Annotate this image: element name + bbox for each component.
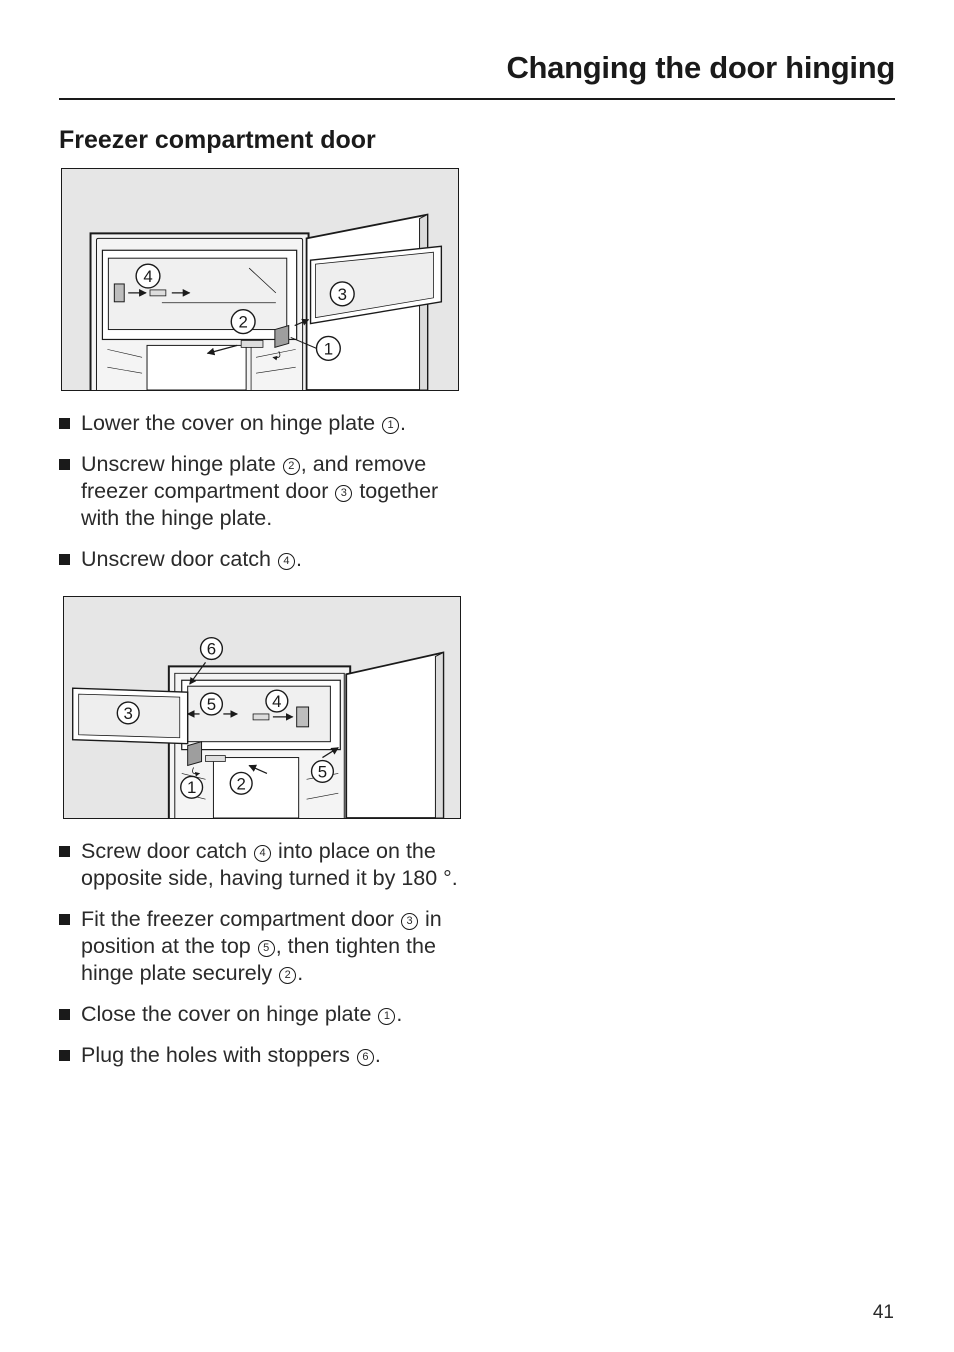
title-rule xyxy=(59,98,895,100)
page-number: 41 xyxy=(872,1302,894,1323)
bullet-square xyxy=(59,418,70,429)
ref-circle: 5 xyxy=(258,940,275,957)
ref-circle: 4 xyxy=(254,845,271,862)
bullet-square xyxy=(59,554,70,565)
diagram-refit-door xyxy=(64,597,460,818)
callout-3 xyxy=(117,702,139,724)
svg-text:4: 4 xyxy=(272,692,282,712)
instruction-step: Fit the freezer compartment door 3 in position at the top 5 , then tighten the hinge plate securely 2 . xyxy=(59,906,479,987)
callout-6 xyxy=(201,638,223,660)
callout-1 xyxy=(181,776,203,798)
ref-circle: 3 xyxy=(335,485,352,502)
callout-3 xyxy=(330,282,354,306)
callout-2 xyxy=(230,772,252,794)
callout-4 xyxy=(136,264,160,288)
svg-text:2: 2 xyxy=(236,774,246,794)
svg-text:4: 4 xyxy=(143,266,153,286)
bullet-square xyxy=(59,914,70,925)
bullet-square xyxy=(59,1009,70,1020)
instruction-list-remove xyxy=(59,410,479,587)
ref-circle: 3 xyxy=(401,913,418,930)
page-title: Changing the door hinging xyxy=(506,50,895,85)
instruction-step: Plug the holes with stoppers 6 . xyxy=(59,1042,479,1069)
svg-text:5: 5 xyxy=(317,762,328,782)
callout-1 xyxy=(316,336,340,360)
illustration-remove-freezer-door xyxy=(61,168,459,391)
instruction-step: Close the cover on hinge plate 1 . xyxy=(59,1001,479,1028)
diagram-remove-door xyxy=(62,169,458,390)
svg-text:1: 1 xyxy=(323,339,334,359)
ref-circle: 4 xyxy=(278,553,295,570)
bullet-square xyxy=(59,1050,70,1061)
bullet-square xyxy=(59,459,70,470)
svg-text:3: 3 xyxy=(123,703,133,723)
bullet-square xyxy=(59,846,70,857)
instruction-step: Unscrew door catch 4 . xyxy=(59,546,479,573)
svg-text:6: 6 xyxy=(206,639,217,659)
svg-text:1: 1 xyxy=(186,778,197,798)
ref-circle: 1 xyxy=(382,417,399,434)
callout-4 xyxy=(266,690,288,712)
ref-circle: 6 xyxy=(357,1049,374,1066)
instruction-step: Screw door catch 4 into place on the opposite side, having turned it by 180 °. xyxy=(59,838,479,892)
instruction-step: Lower the cover on hinge plate 1 . xyxy=(59,410,479,437)
illustration-refit-freezer-door xyxy=(63,596,461,819)
callout-2 xyxy=(231,310,255,334)
callout-5 xyxy=(312,761,334,783)
ref-circle: 2 xyxy=(279,967,296,984)
callout-5 xyxy=(201,693,223,715)
instruction-step: Unscrew hinge plate 2 , and remove freezer compartment door 3 together with the hinge plate. xyxy=(59,451,479,532)
ref-circle: 2 xyxy=(283,458,300,475)
svg-text:5: 5 xyxy=(206,694,217,714)
svg-text:2: 2 xyxy=(238,312,248,332)
svg-text:3: 3 xyxy=(337,284,347,304)
ref-circle: 1 xyxy=(378,1008,395,1025)
section-heading: Freezer compartment door xyxy=(59,126,376,154)
instruction-list-refit xyxy=(59,838,479,1083)
